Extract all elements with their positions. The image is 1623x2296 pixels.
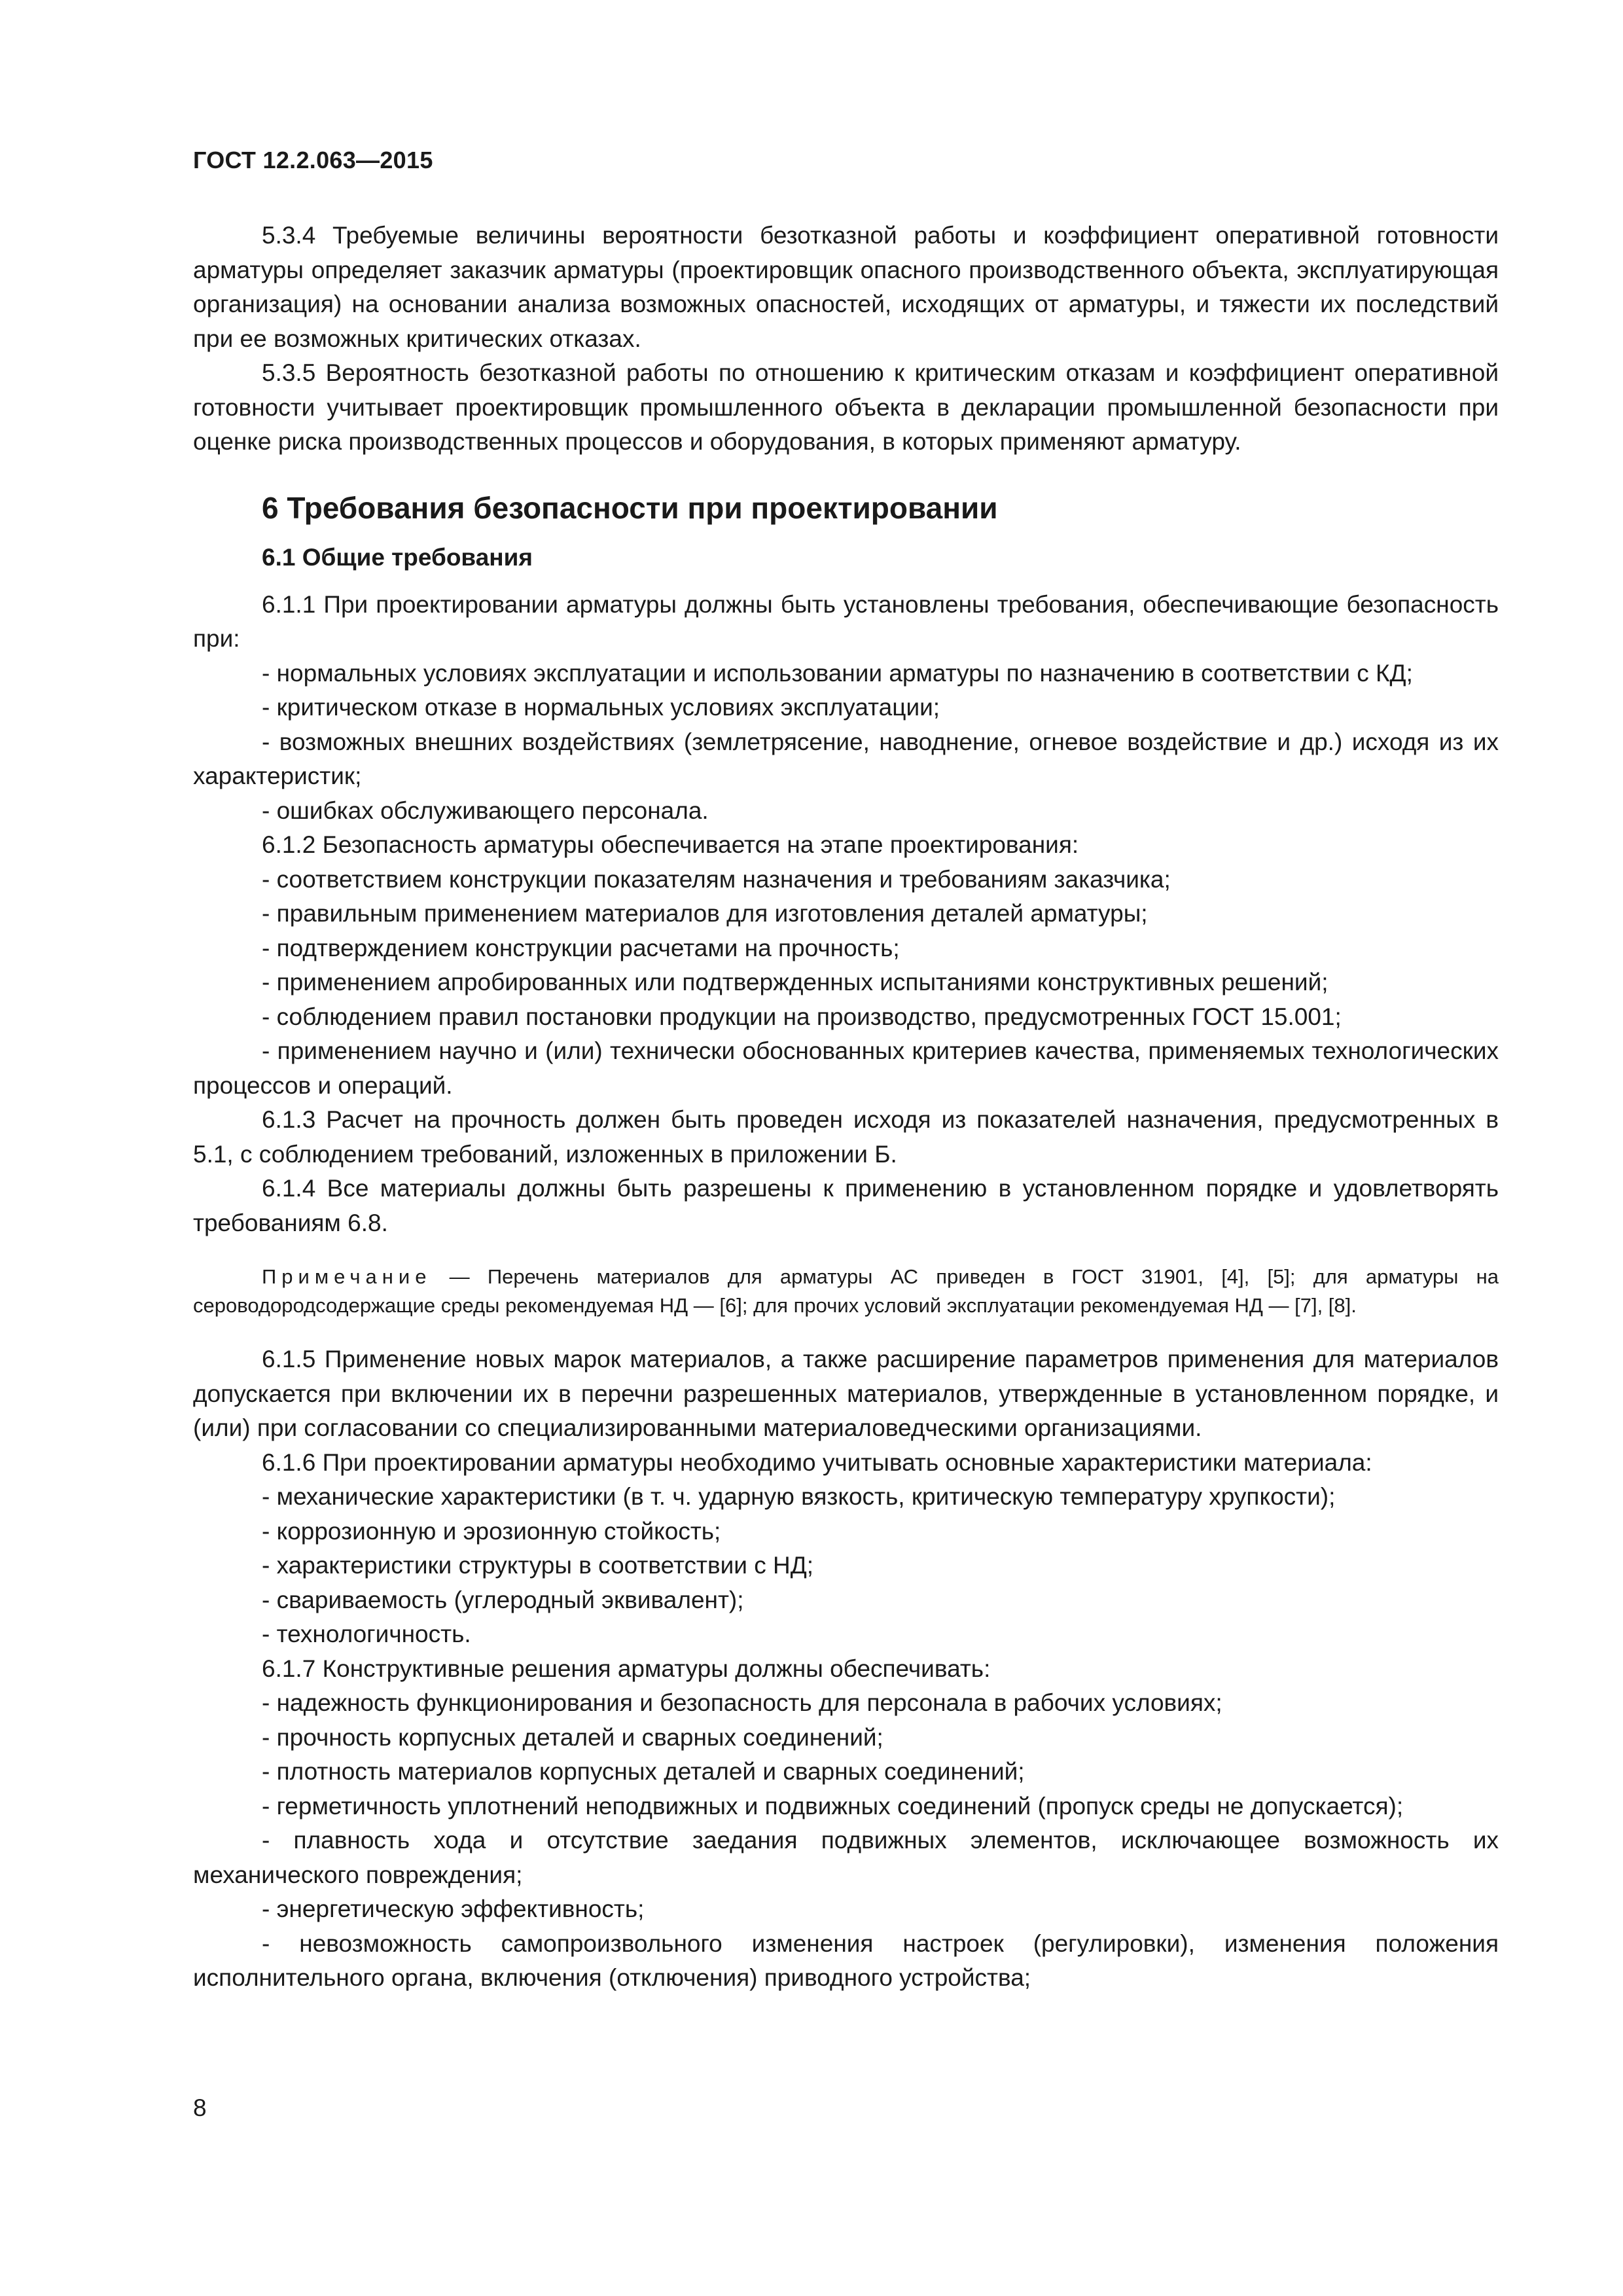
list-item: - критическом отказе в нормальных условиях эксплуатации; bbox=[262, 694, 940, 721]
section-title: 6 Требования безопасности при проектировании bbox=[262, 490, 998, 525]
list-item: - прочность корпусных деталей и сварных соединений; bbox=[262, 1723, 883, 1751]
list-item: - механические характеристики (в т. ч. ударную вязкость, критическую температуру хрупкости); bbox=[262, 1483, 1336, 1510]
list-item: - энергетическую эффективность; bbox=[262, 1895, 645, 1922]
paragraph-6-1-1: 6.1.1 При проектировании арматуры должны быть установлены требования, обеспечивающие безопасность при: bbox=[193, 590, 1499, 652]
list-item: - ошибках обслуживающего персонала. bbox=[262, 797, 709, 824]
list-item: - применением апробированных или подтвержденных испытаниями конструктивных решений; bbox=[262, 969, 1329, 996]
list-item: - герметичность уплотнений неподвижных и подвижных соединений (пропуск среды не допускается); bbox=[262, 1792, 1404, 1820]
list-item: - соответствием конструкции показателям назначения и требованиям заказчика; bbox=[262, 865, 1171, 893]
list-item: - характеристики структуры в соответствии с НД; bbox=[262, 1552, 814, 1579]
paragraph-6-1-4: 6.1.4 Все материалы должны быть разрешены к применению в установленном порядке и удовлетворять требованиям 6.8. bbox=[193, 1175, 1499, 1236]
list-item: - коррозионную и эрозионную стойкость; bbox=[262, 1517, 721, 1545]
paragraph-6-1-6: 6.1.6 При проектировании арматуры необходимо учитывать основные характеристики материала: bbox=[262, 1448, 1372, 1476]
list-item: - нормальных условиях эксплуатации и использовании арматуры по назначению в соответствии с КД; bbox=[262, 659, 1413, 687]
paragraph-6-1-7: 6.1.7 Конструктивные решения арматуры должны обеспечивать: bbox=[262, 1655, 991, 1682]
paragraph-6-1-3: 6.1.3 Расчет на прочность должен быть проведен исходя из показателей назначения, предусмотренных в 5.1, с соблюдением требований, изложенных в приложении Б. bbox=[193, 1106, 1499, 1168]
list-item: - надежность функционирования и безопасность для персонала в рабочих условиях; bbox=[262, 1689, 1222, 1716]
paragraph-6-1-2: 6.1.2 Безопасность арматуры обеспечивается на этапе проектирования: bbox=[262, 831, 1079, 858]
list-item: - свариваемость (углеродный эквивалент); bbox=[262, 1586, 744, 1613]
page-number: 8 bbox=[193, 2094, 207, 2121]
paragraph-5-3-4: 5.3.4 Требуемые величины вероятности безотказной работы и коэффициент оперативной готовности арматуры определяет заказчик арматуры (проектировщик опасного производственного объекта, эксплуатирующая организация) на основании анализа возможных опасностей, исходящих от арматуры, и тяжести их последствий при ее возможных критических отказах. bbox=[193, 222, 1499, 352]
list-item: - невозможность самопроизвольного изменения настроек (регулировки), изменения положения исполнительного органа, включения (отключения) приводного устройства; bbox=[193, 1929, 1499, 1991]
paragraph-5-3-5: 5.3.5 Вероятность безотказной работы по отношению к критическим отказам и коэффициент оперативной готовности учитывает проектировщик промышленного объекта в декларации промышленной безопасности при оценке риска производственных процессов и оборудования, в которых применяют арматуру. bbox=[193, 359, 1499, 455]
list-item: - возможных внешних воздействиях (землетрясение, наводнение, огневое воздействие и др.) исходя из их характеристик; bbox=[193, 728, 1499, 789]
list-item: - подтверждением конструкции расчетами на прочность; bbox=[262, 934, 900, 961]
document-page bbox=[193, 144, 1499, 1996]
note-text: — Перечень материалов для арматуры АС приведен в ГОСТ 31901, [4], [5]; для арматуры на сероводородсодержащие среды рекомендуемая НД — [6]; для прочих условий эксплуатации рекомендуемая НД — [7], [8]. bbox=[193, 1265, 1499, 1317]
list-item: - соблюдением правил постановки продукции на производство, предусмотренных ГОСТ 15.001; bbox=[262, 1003, 1342, 1030]
list-item: - технологичность. bbox=[262, 1621, 471, 1647]
list-item: - применением научно и (или) технически обоснованных критериев качества, применяемых технологических процессов и операций. bbox=[193, 1037, 1499, 1099]
subsection-title: 6.1 Общие требования bbox=[262, 543, 533, 571]
paragraph-6-1-5: 6.1.5 Применение новых марок материалов, а также расширение параметров применения для материалов допускается при включении их в перечни разрешенных материалов, утвержденные в установленном порядке, и (или) при согласовании со специализированными материаловедческими организациями. bbox=[193, 1346, 1499, 1441]
note bbox=[193, 1263, 1499, 1320]
note-label: Примечание bbox=[262, 1265, 432, 1288]
list-item: - плотность материалов корпусных деталей и сварных соединений; bbox=[262, 1758, 1025, 1785]
list-item: - плавность хода и отсутствие заедания подвижных элементов, исключающее возможность их механического повреждения; bbox=[193, 1827, 1499, 1888]
list-item: - правильным применением материалов для изготовления деталей арматуры; bbox=[262, 900, 1148, 927]
document-header: ГОСТ 12.2.063—2015 bbox=[193, 147, 433, 173]
